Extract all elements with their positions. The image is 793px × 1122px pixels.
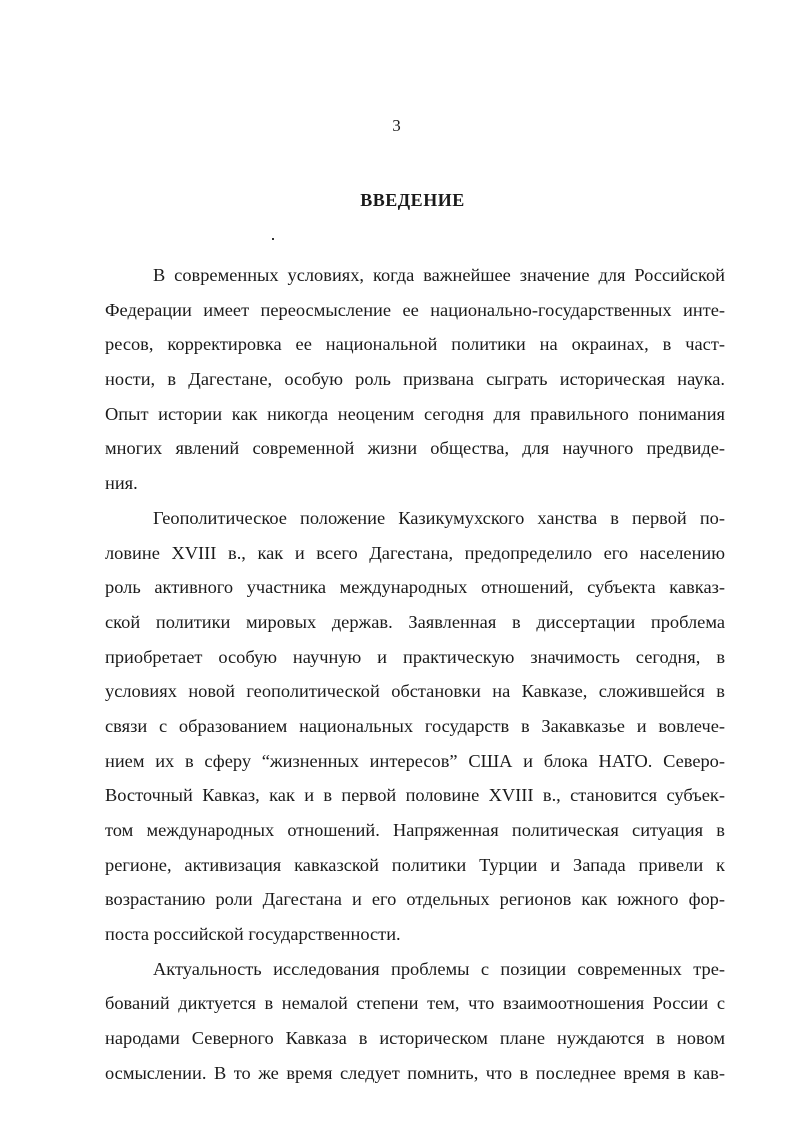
text-line: поста российской государственности. — [105, 924, 401, 945]
text-line: народами Северного Кавказа в историческом плане нуждаются в новом — [105, 1028, 725, 1049]
paragraph-2 — [105, 501, 725, 952]
text-line: Федерации имеет переосмысление ее национально-государственных инте- — [105, 299, 725, 320]
section-heading: ВВЕДЕНИЕ — [360, 190, 465, 210]
text-line: осмыслении. В то же время следует помнить, что в последнее время в кав- — [105, 1062, 725, 1083]
text-line: возрастанию роли Дагестана и его отдельных регионов как южного фор- — [105, 889, 725, 910]
scan-speck — [272, 238, 274, 240]
text-line: ловине XVIII в., как и всего Дагестана, предопределило его населению — [105, 542, 725, 563]
text-line: Восточный Кавказ, как и в первой половине XVIII в., становится субъек- — [105, 785, 725, 806]
text-line: ности, в Дагестане, особую роль призвана сыграть историческая наука. — [105, 369, 725, 390]
text-line: нием их в сферу “жизненных интересов” США и блока НАТО. Северо- — [105, 750, 725, 771]
text-line: условиях новой геополитической обстановки на Кавказе, сложившейся в — [105, 681, 725, 702]
text-line: бований диктуется в немалой степени тем, что взаимоотношения России с — [105, 993, 725, 1014]
text-line: Актуальность исследования проблемы с позиции современных тре- — [153, 958, 725, 979]
text-line: связи с образованием национальных государств в Закавказье и вовлече- — [105, 715, 725, 736]
text-line: Опыт истории как никогда неоценим сегодня для правильного понимания — [105, 403, 725, 424]
paragraph-3 — [105, 952, 725, 1091]
text-line: Геополитическое положение Казикумухского ханства в первой по- — [153, 507, 725, 528]
body-text — [105, 258, 725, 1091]
text-line: многих явлений современной жизни общества, для научного предвиде- — [105, 438, 725, 459]
paragraph-1 — [105, 258, 725, 501]
text-line: роль активного участника международных отношений, субъекта кавказ- — [105, 577, 725, 598]
text-line: ресов, корректировка ее национальной политики на окраинах, в част- — [105, 334, 725, 355]
text-line: ния. — [105, 473, 138, 494]
page-number: 3 — [392, 116, 401, 135]
text-line: регионе, активизация кавказской политики Турции и Запада привели к — [105, 854, 725, 875]
text-line: ской политики мировых держав. Заявленная в диссертации проблема — [105, 611, 725, 632]
text-line: В современных условиях, когда важнейшее значение для Российской — [153, 265, 725, 285]
text-line: том международных отношений. Напряженная политическая ситуация в — [105, 820, 725, 840]
text-line: приобретает особую научную и практическую значимость сегодня, в — [105, 646, 725, 667]
